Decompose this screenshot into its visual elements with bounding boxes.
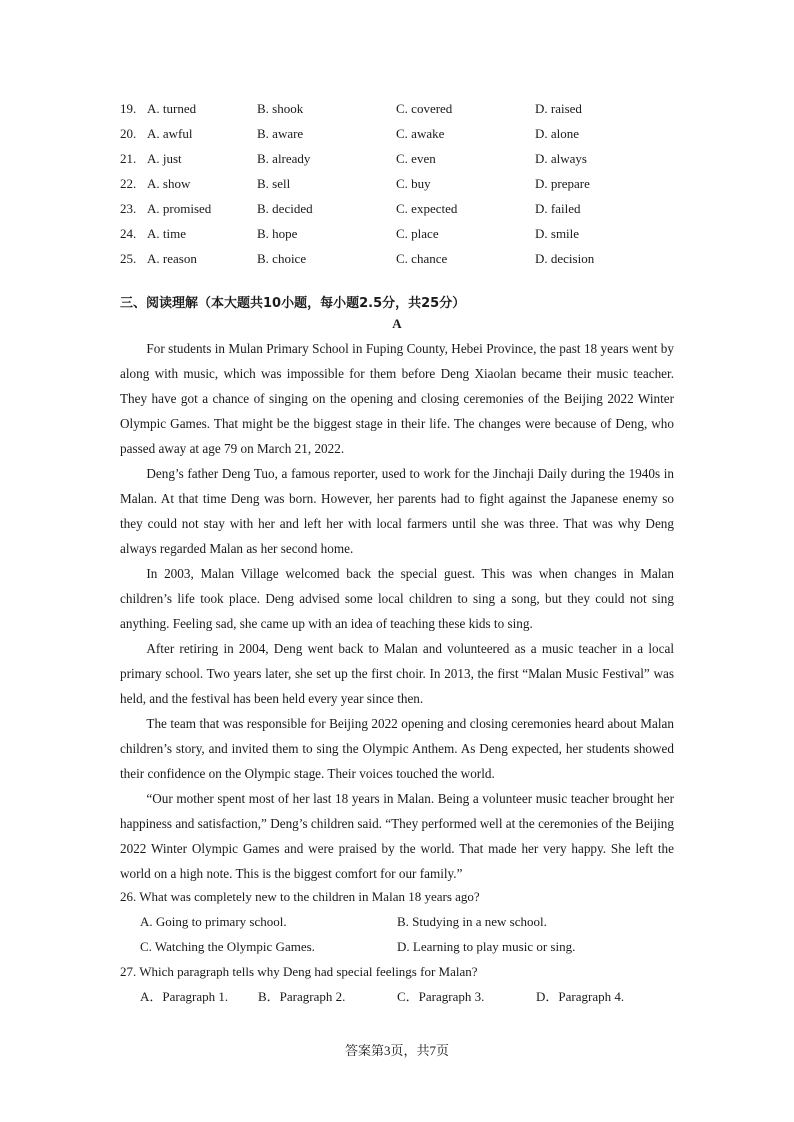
question-27-option-d: D．Paragraph 4. [536, 989, 625, 1004]
option-c: C. buy [396, 176, 431, 191]
option-c: C. covered [396, 101, 453, 116]
passage-paragraph: In 2003, Malan Village welcomed back the special guest. This was when changes in Malan children’s life took place. Deng advised some local children to sing a song, but they could not sing anything. Feeling sad, she came up with an idea of teaching these kids to sing. [120, 566, 674, 631]
option-a: A. show [147, 176, 191, 191]
option-c: C. awake [396, 126, 445, 141]
option-d: D. raised [535, 101, 582, 116]
question-26-options-row-1 [120, 909, 680, 934]
section-heading: 三、阅读理解（本大题共10小题，每小题2.5分，共25分） [120, 296, 466, 311]
option-a: A. awful [147, 126, 193, 141]
passage-paragraph: Deng’s father Deng Tuo, a famous reporter, used to work for the Jinchaji Daily during the 1940s in Malan. At that time Deng was born. However, her parents had to fight against the Japanese enemy so they could not stay with her and left her with local farmers until she was three. That was why Deng always regarded Malan as her second home. [120, 466, 674, 556]
question-27-option-b: B．Paragraph 2. [258, 989, 346, 1004]
question-26-option-c: C. Watching the Olympic Games. [140, 939, 315, 954]
option-c: C. even [396, 151, 436, 166]
question-26-option-b: B. Studying in a new school. [397, 914, 547, 929]
question-number: 22. [120, 176, 137, 191]
cloze-option-row [120, 149, 680, 174]
question-number: 21. [120, 151, 137, 166]
passage-paragraph: For students in Mulan Primary School in Fuping County, Hebei Province, the past 18 years went by along with music, which was impossible for them before Deng Xiaolan became their music teacher. They have got a chance of singing on the opening and closing ceremonies of the Beijing 2022 Winter Olympic Games. That might be the biggest stage in their life. The changes were because of Deng, who passed away at age 79 on March 21, 2022. [120, 341, 674, 456]
option-c: C. expected [396, 201, 458, 216]
option-b: B. hope [257, 226, 298, 241]
option-d: D. decision [535, 251, 595, 266]
option-d: D. always [535, 151, 587, 166]
option-c: C. place [396, 226, 439, 241]
cloze-option-row [120, 224, 680, 249]
question-number: 19. [120, 101, 137, 116]
option-a: A. promised [147, 201, 212, 216]
question-27-option-c: C．Paragraph 3. [397, 989, 485, 1004]
question-26-stem: 26. What was completely new to the children in Malan 18 years ago? [120, 889, 480, 904]
cloze-option-row [120, 99, 680, 124]
question-27-stem: 27. Which paragraph tells why Deng had special feelings for Malan? [120, 964, 478, 979]
question-26-options-row-2 [120, 934, 680, 959]
passage-paragraph: “Our mother spent most of her last 18 years in Malan. Being a volunteer music teacher brought her happiness and satisfaction,” Deng’s children said. “They performed well at the ceremonies of the Beijing 2022 Winter Olympic Games and were praised by the world. That made her very happy. She left the world on a high note. This is the biggest comfort for our family.” [120, 791, 674, 881]
question-number: 25. [120, 251, 137, 266]
cloze-option-row [120, 249, 680, 274]
option-b: B. shook [257, 101, 304, 116]
passage-paragraph: The team that was responsible for Beijing 2022 opening and closing ceremonies heard about Malan children’s story, and invited them to sing the Olympic Anthem. As Deng expected, her students showed their confidence on the Olympic stage. Their voices touched the world. [120, 716, 674, 781]
option-d: D. failed [535, 201, 581, 216]
option-b: B. already [257, 151, 311, 166]
reading-passage [120, 336, 674, 886]
option-d: D. prepare [535, 176, 590, 191]
option-b: B. aware [257, 126, 304, 141]
question-26-option-a: A. Going to primary school. [140, 914, 287, 929]
option-b: B. decided [257, 201, 313, 216]
question-26-option-d: D. Learning to play music or sing. [397, 939, 576, 954]
page-footer: 答案第3页，共7页 [344, 1043, 449, 1058]
option-b: B. choice [257, 251, 307, 266]
option-a: A. reason [147, 251, 197, 266]
question-number: 24. [120, 226, 137, 241]
passage-paragraph: After retiring in 2004, Deng went back to Malan and volunteered as a music teacher in a local primary school. Two years later, she set up the first choir. In 2013, the first “Malan Music Festival” was held, and the festival has been held every year since then. [120, 641, 674, 706]
cloze-options-table [120, 99, 680, 274]
option-a: A. just [147, 151, 182, 166]
cloze-option-row [120, 124, 680, 149]
option-c: C. chance [396, 251, 448, 266]
question-number: 20. [120, 126, 137, 141]
option-b: B. sell [257, 176, 291, 191]
option-d: D. alone [535, 126, 580, 141]
passage-label: A [392, 316, 402, 331]
question-27-option-a: A．Paragraph 1. [140, 989, 229, 1004]
question-27-options [120, 984, 680, 1009]
cloze-option-row [120, 199, 680, 224]
option-a: A. turned [147, 101, 197, 116]
question-number: 23. [120, 201, 137, 216]
option-d: D. smile [535, 226, 580, 241]
questions-block [120, 884, 680, 1009]
option-a: A. time [147, 226, 186, 241]
cloze-option-row [120, 174, 680, 199]
